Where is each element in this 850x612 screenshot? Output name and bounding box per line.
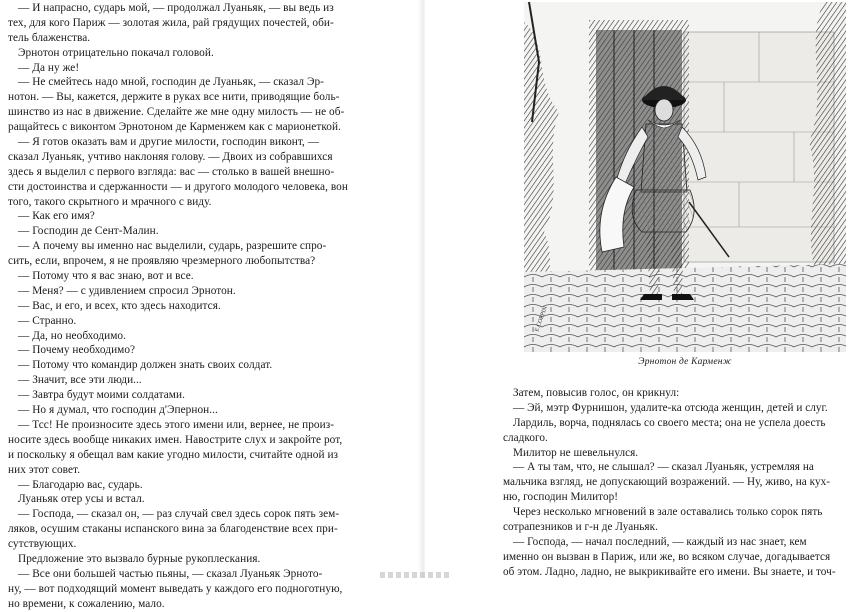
text-line: мальчика взгляд, не допускающий возражений. — Ну, живо, на кух-: [503, 476, 831, 489]
text-line: — Да, но необходимо.: [18, 329, 126, 342]
text-line: сотрапезников и г-н де Луаньяк.: [503, 521, 658, 534]
text-line: Эрнотон отрицательно покачал головой.: [18, 46, 214, 59]
right-page-text: [503, 386, 848, 580]
text-line: Через несколько мгновений в зале оставались только сорок пять: [513, 506, 823, 519]
text-line: сить, если, впрочем, я не проявляю чрезмерного любопытства?: [8, 255, 316, 268]
text-line: — А ты там, что, не слышал? — сказал Луаньяк, устремляя на: [513, 461, 814, 474]
text-line: Луаньяк отер усы и встал.: [18, 493, 145, 506]
text-line: Затем, повысив голос, он крикнул:: [513, 387, 680, 399]
left-page: [0, 0, 420, 610]
text-line: и поскольку я обещал вам какие угодно милости, считайте одной из: [8, 448, 339, 461]
text-line: — Но я думал, что господин д'Эпернон...: [18, 404, 218, 417]
text-line: — Я готов оказать вам и другие милости, господин виконт, —: [18, 136, 320, 149]
text-line: сказал Луаньяк, учтиво наклоняя голову. — Двоих из собравшихся: [8, 150, 333, 163]
text-line: — Не смейтесь надо мной, господин де Луаньяк, — сказал Эр-: [18, 76, 324, 89]
text-line: — Господа, — сказал он, — раз случай свел здесь сорок пять зем-: [18, 508, 340, 521]
text-line: об этом. Ладно, ладно, не выкрикивайте его имени. Вы знаете, и точ-: [503, 565, 836, 578]
text-line: — Тсс! Не произносите здесь этого имени или, вернее, не произ-: [18, 418, 335, 431]
right-page: [425, 0, 850, 578]
text-line: Лардиль, ворча, поднялась со своего места; она не успела доесть: [513, 416, 826, 429]
text-line: но времени, к сожалению, мало.: [8, 597, 165, 610]
text-line: — Господа, — начал последний, — каждый из нас знает, кем: [513, 535, 807, 548]
text-line: шинство из нас в движение. Сделайте же мне одну милость — не об-: [8, 106, 345, 119]
text-line: сти достоинства и сдержанности — и другого молодого человека, вон: [8, 180, 348, 193]
text-line: — Господин де Сент-Малин.: [18, 225, 159, 238]
text-line: — Благодарю вас, сударь.: [18, 478, 143, 491]
text-line: — Почему необходимо?: [18, 344, 136, 357]
text-line: них этот совет.: [8, 463, 81, 476]
text-line: именно он вызван в Париж, или же, во всяком случае, догадывается: [503, 550, 831, 563]
text-line: — Да ну же!: [18, 61, 80, 74]
text-line: тель блаженства.: [8, 31, 91, 44]
text-line: ляков, осушим стаканы испанского вина за благоденствие всех при-: [8, 523, 338, 536]
engraving-illustration: [524, 2, 846, 352]
text-line: — Значит, все эти люди...: [18, 374, 142, 387]
text-line: сутствующих.: [8, 538, 77, 551]
text-line: — Потому что командир должен знать своих солдат.: [18, 359, 273, 372]
text-line: — Меня? — с удивлением спросил Эрнотон.: [18, 284, 236, 297]
text-line: Милитор не шевельнулся.: [513, 446, 639, 459]
text-line: ню, господин Милитор!: [503, 491, 619, 504]
text-line: — А почему вы именно нас выделили, сударь, разрешите спро-: [18, 240, 327, 253]
text-line: сладкого.: [503, 431, 548, 444]
text-line: Предложение это вызвало бурные рукоплескания.: [18, 552, 261, 565]
text-line: — Эй, мэтр Фурнишон, удалите-ка отсюда женщин, детей и слуг.: [513, 401, 828, 414]
left-page-text: [8, 1, 410, 612]
text-line: носите здесь вообще никаких имен. Навострите слух и закройте рот,: [8, 433, 343, 446]
text-line: — Как его имя?: [18, 210, 95, 223]
engraving-artwork: [524, 2, 846, 352]
text-line: — И напрасно, сударь мой, — продолжал Луаньяк, — вы ведь из: [18, 2, 334, 14]
text-line: ну, — вот подходящий момент выведать у каждого его подноготную,: [8, 582, 343, 595]
text-line: нотон. — Вы, кажется, держите в руках все нити, приводящие боль-: [8, 91, 340, 104]
text-line: — Все они большей частью пьяны, — сказал Луаньяк Эрното-: [18, 567, 323, 580]
text-line: тех, для кого Париж — золотая жила, рай грядущих почестей, оби-: [8, 16, 334, 29]
illustration-caption: Эрнотон де Карменж: [638, 357, 732, 367]
text-line: — Завтра будут моими солдатами.: [18, 389, 185, 402]
text-line: — Потому что я вас знаю, вот и все.: [18, 270, 194, 283]
text-line: здесь я выделил с первого взгляда: вас — столько в вашей внешно-: [8, 165, 335, 178]
text-line: того, такого скрытного и мрачного с виду.: [8, 195, 212, 208]
engraver-signature: E.COPPIN: [534, 305, 549, 333]
text-line: ращайтесь с виконтом Эрнотоном де Карменжем как с марионеткой.: [8, 121, 341, 134]
text-line: — Странно.: [18, 314, 77, 327]
page-folio-marks: [380, 572, 450, 578]
text-line: — Вас, и его, и всех, кто здесь находится.: [18, 299, 221, 312]
